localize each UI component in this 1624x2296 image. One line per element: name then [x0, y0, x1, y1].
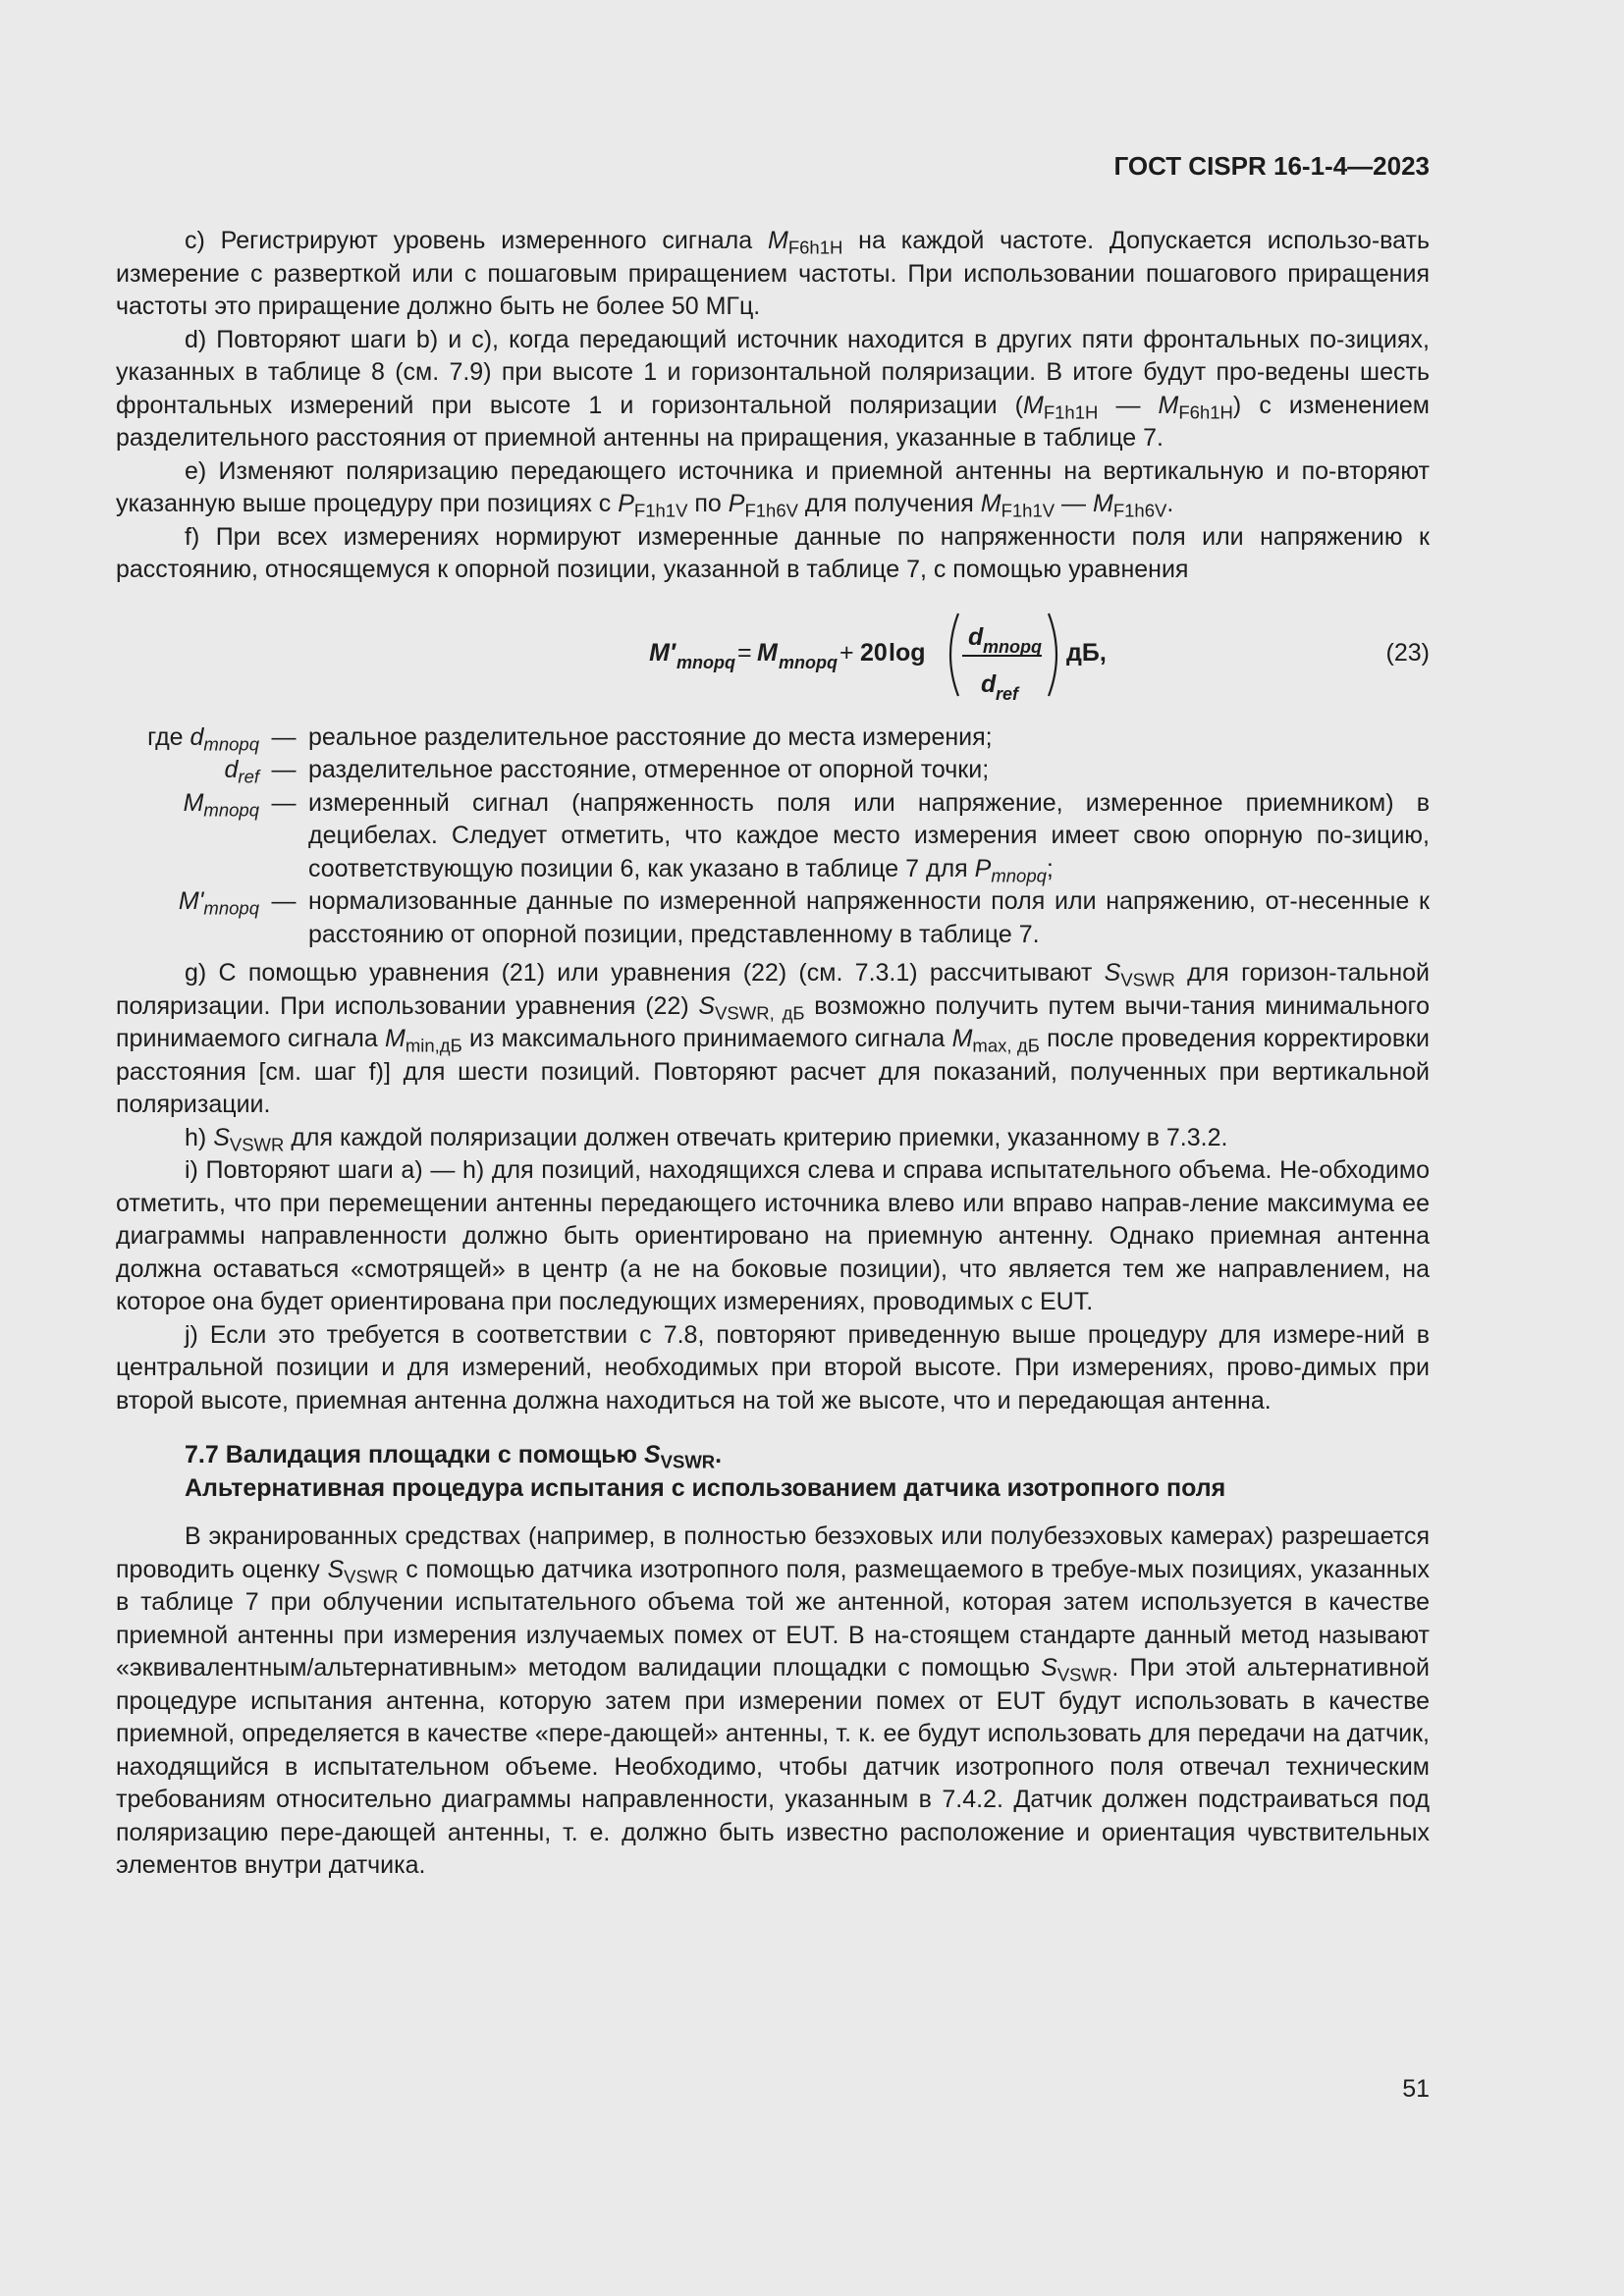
- subscript: mnopq: [991, 865, 1047, 886]
- symbol: S: [1041, 1654, 1057, 1682]
- symbol: P: [974, 854, 992, 882]
- subscript: F6h1H: [1178, 401, 1233, 423]
- symbol: S: [698, 991, 716, 1020]
- paragraph-h: [116, 1122, 1430, 1155]
- symbol: S: [213, 1123, 230, 1151]
- subscript: VSWR, дБ: [715, 1002, 805, 1024]
- paragraph-final: [116, 1521, 1430, 1883]
- symbol: d: [189, 722, 204, 751]
- text: возможно получить путем вычи-тания минимального принимаемого сигнала: [116, 991, 1430, 1052]
- text: для каждой поляризации должен отвечать критерию приемки, указанному в 7.3.2.: [284, 1123, 1228, 1151]
- subscript: F1h6V: [744, 500, 798, 521]
- symbol: P: [618, 490, 634, 517]
- subscript: mnopq: [203, 799, 259, 821]
- symbol: S: [643, 1441, 661, 1468]
- eq-equals: =: [737, 638, 752, 667]
- subscript: F6h1H: [787, 237, 843, 258]
- subscript: VSWR: [344, 1566, 399, 1587]
- definition-text: реальное разделительное расстояние до места измерения;: [308, 722, 993, 751]
- paragraph-g: [116, 957, 1430, 1122]
- definition-dash: —: [271, 788, 297, 817]
- subscript: min,дБ: [405, 1035, 462, 1056]
- page-number: 51: [1402, 2075, 1430, 2103]
- symbol: M: [1023, 391, 1044, 419]
- subscript: VSWR: [660, 1451, 716, 1472]
- standard-code-header: ГОСТ CISPR 16-1-4—2023: [1113, 151, 1430, 181]
- eq-log: log: [889, 638, 926, 667]
- symbol: d: [224, 756, 239, 783]
- text: на каждой частоте. Допускается использо-вать измерение с разверткой или с пошаговым приращением частоты. При использовании пошагового приращения частоты это приращение должно быть не более 50 МГц.: [116, 227, 1430, 320]
- text: с помощью датчика изотропного поля, размещаемого в требуе-мых позициях, указанных в таблице 7 при облучении испытательного объема той же антенной, которая затем используется в качестве приемной антенны при измерения излучаемых помех от EUT. В на-стоящем стандарте данный метод называют «эквивалентным/альтернативным» методом валидации площадки с помощью: [116, 1555, 1430, 1682]
- text: где: [147, 722, 190, 751]
- symbol: S: [327, 1555, 345, 1583]
- text: .: [715, 1441, 723, 1468]
- eq-plus: +: [839, 638, 854, 667]
- symbol: M: [1158, 391, 1179, 419]
- text: e) Изменяют поляризацию передающего источника и приемной антенны на вертикальную и по-вторяют указанную выше процедуру при позициях с: [116, 456, 1430, 517]
- symbol: M: [980, 490, 1001, 517]
- paragraph-i: i) Повторяют шаги a) — h) для позиций, находящихся слева и справа испытательного объема. Не-обходимо отметить, что при перемещении антенны передающего источника влево или вправо направ-ление максимума ее диаграммы направленности должно быть ориентировано на приемную антенну. Однако приемная антенна должна оставаться «смотрящей» в центр (а не на боковые позиции), что является тем же направлением, на которое она будет ориентирована при последующих измерениях, проводимых с EUT.: [116, 1156, 1430, 1315]
- definition-symbol: [116, 885, 259, 951]
- text: из максимального принимаемого сигнала: [461, 1025, 952, 1052]
- text: по: [687, 490, 729, 517]
- symbol: M: [385, 1025, 406, 1052]
- definition-symbol: [116, 754, 259, 787]
- subscript: VSWR: [1120, 969, 1175, 990]
- text: g) С помощью уравнения (21) или уравнения (22) (см. 7.3.1) рассчитывают: [185, 959, 1105, 987]
- symbol: P: [728, 490, 745, 517]
- page-body: [116, 0, 1430, 1883]
- text: —: [1055, 490, 1093, 517]
- text: для горизон-тальной поляризации. При использовании уравнения (22): [116, 959, 1430, 1020]
- definition-item: [116, 721, 1430, 755]
- right-paren: [1049, 614, 1056, 696]
- subscript: F1h1V: [633, 500, 688, 521]
- subscript: ref: [238, 766, 259, 787]
- eq-lhs-sub: mnopq: [677, 652, 735, 672]
- eq-m: M: [757, 638, 778, 667]
- symbol: M: [1093, 490, 1113, 517]
- subscript: F1h6V: [1112, 500, 1167, 521]
- text: . При этой альтернативной процедуре испытания антенна, которую затем при измерении помех от EUT будут использовать в качестве приемной, определяется в качестве «пере-дающей» антенны, т. к. ее будут использовать для передачи на датчик, находящийся в испытательном объеме. Необходимо, чтобы датчик изотропного поля отвечал техническим требованиям относительно диаграммы направленности, указанным в 7.4.2. Датчик должен подстраиваться под поляризацию пере-дающей антенны, т. е. должно быть известно расположение и ориентация чувствительных элементов внутри датчика.: [116, 1654, 1431, 1879]
- text: измеренный сигнал (напряженность поля или напряжение, измеренное приемником) в децибелах. Следует отметить, что каждое место измерения имеет свою опорную по-зицию, соответствующую позиции 6, как указано в таблице 7 для: [308, 788, 1430, 882]
- eq-m-sub: mnopq: [779, 652, 838, 672]
- subscript: VSWR: [1056, 1664, 1112, 1685]
- text: 7.7 Валидация площадки с помощью: [185, 1441, 644, 1468]
- left-paren: [950, 614, 958, 696]
- definition-item: [116, 754, 1430, 787]
- subscript: VSWR: [229, 1134, 285, 1155]
- eq-numerator: d: [968, 622, 984, 651]
- definition-dash: —: [271, 722, 297, 751]
- equation-23: [116, 604, 1430, 702]
- eq-lhs: M′: [649, 638, 676, 667]
- eq-unit: дБ,: [1066, 638, 1107, 667]
- paragraph-e: [116, 455, 1430, 521]
- paragraph-f: f) При всех измерениях нормируют измеренные данные по напряженности поля или напряжению к расстоянию, относящемуся к опорной позиции, указанной в таблице 7, с помощью уравнения: [116, 522, 1430, 583]
- paragraph-d: [116, 324, 1430, 455]
- subscript: max, дБ: [972, 1035, 1040, 1056]
- definition-item: [116, 885, 1430, 951]
- eq-coef: 20: [860, 638, 888, 667]
- symbol: M: [767, 227, 788, 254]
- definition-text: нормализованные данные по измеренной напряженности поля или напряжению, от-несенные к расстоянию от опорной позиции, представленному в таблице 7.: [308, 887, 1430, 948]
- subscript: mnopq: [203, 733, 259, 755]
- text: d) Повторяют шаги b) и c), когда передающий источник находится в других пяти фронтальных по-зициях, указанных в таблице 8 (см. 7.9) при высоте 1 и горизонтальной поляризации. В итоге будут про-ведены шесть фронтальных измерений при высоте 1 и горизонтальной поляризации (: [116, 325, 1430, 419]
- definition-text: [308, 787, 1430, 886]
- symbol: M: [183, 788, 204, 817]
- definition-symbol: [116, 787, 259, 886]
- symbol: M: [951, 1025, 973, 1052]
- text: —: [1098, 391, 1159, 419]
- equation-graphic: [558, 604, 1127, 702]
- eq-denominator: d: [981, 669, 997, 698]
- text: h): [185, 1123, 214, 1151]
- definitions-list: [116, 721, 1430, 952]
- symbol: S: [1104, 959, 1121, 987]
- section-heading-7-7: [116, 1439, 1430, 1505]
- text: ) с изменением разделительного расстояния от приемной антенны на приращения, указанные в таблице 7.: [116, 391, 1430, 452]
- definition-dash: —: [271, 887, 297, 915]
- text: c) Регистрируют уровень измеренного сигнала: [185, 227, 768, 254]
- paragraph-j: j) Если это требуется в соответствии с 7.8, повторяют приведенную выше процедуру для измере-ний в центральной позиции и для измерений, необходимых при второй высоте. При измерениях, прово-димых при второй высоте, приемная антенна должна находиться на той же высоте, что и передающая антенна.: [116, 1320, 1430, 1415]
- definition-text: разделительное расстояние, отмеренное от опорной точки;: [308, 756, 990, 783]
- text: после проведения корректировки расстояния [см. шаг f)] для шести позиций. Повторяют расчет для показаний, полученных при вертикальной поляризации.: [116, 1025, 1430, 1118]
- definition-symbol: [116, 721, 259, 755]
- paragraph-c: [116, 225, 1430, 324]
- eq-numerator-sub: mnopq: [983, 636, 1042, 657]
- text: В экранированных средствах (например, в полностью безэховых или полубезэховых камерах) разрешается проводить оценку: [116, 1522, 1430, 1583]
- text: .: [1166, 490, 1174, 517]
- definition-dash: —: [271, 756, 297, 783]
- definition-item: [116, 787, 1430, 886]
- text: для получения: [797, 490, 981, 517]
- equation-number: (23): [1385, 638, 1430, 667]
- text: ;: [1046, 854, 1054, 882]
- symbol: M': [178, 887, 204, 915]
- subscript: F1h1H: [1043, 401, 1099, 423]
- text: Альтернативная процедура испытания с использованием датчика изотропного поля: [185, 1473, 1226, 1502]
- subscript: mnopq: [203, 897, 259, 919]
- subscript: F1h1V: [1001, 500, 1056, 521]
- eq-denominator-sub: ref: [996, 683, 1019, 702]
